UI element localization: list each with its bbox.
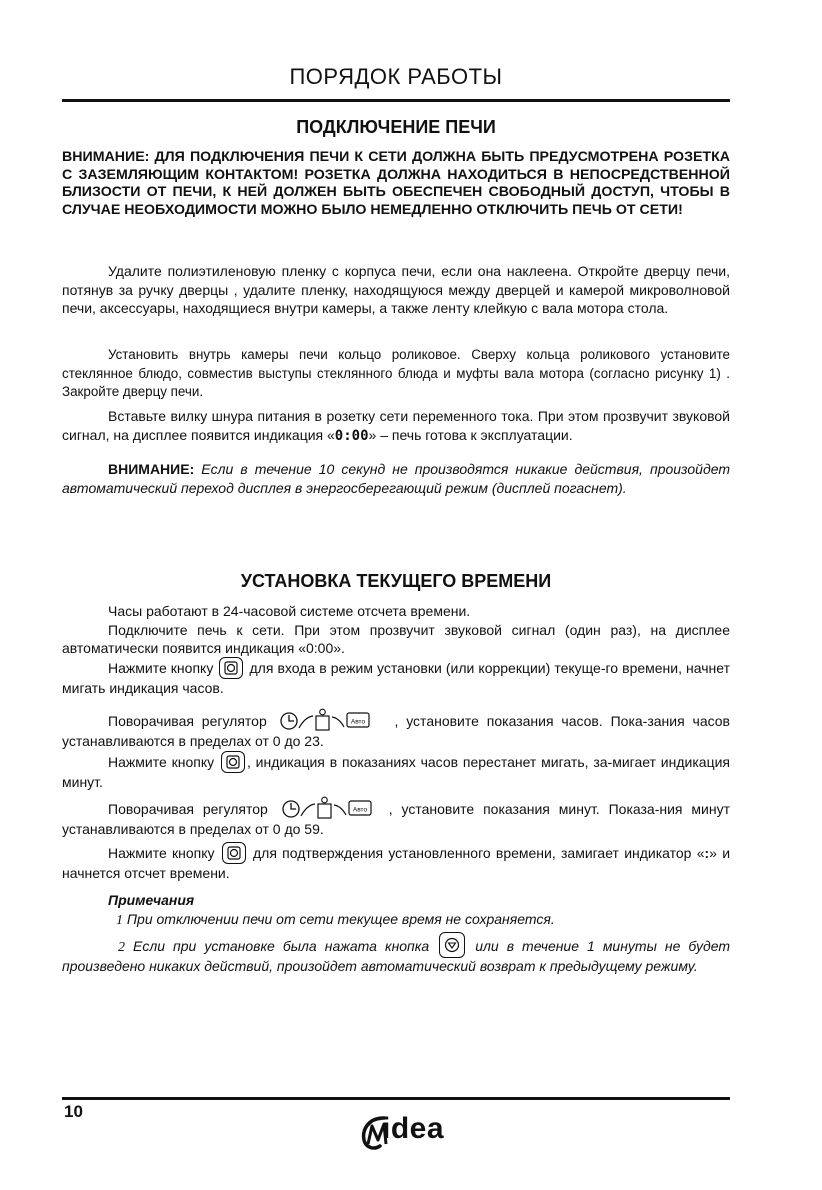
- paragraph-remove-film: Удалите полиэтиленовую пленку с корпуса печи, если она наклеена. Откройте дверцу печи, потянув за ручку дверцы , удалите пленку, находящуюся между дверцей и камерой микроволновой печи, аксессуары, находящиеся внутри камеры, а также ленту клейкую с вала мотора стола.: [62, 263, 730, 316]
- step3-text-a: Нажмите кнопку: [108, 754, 215, 770]
- midea-logo: [358, 1110, 470, 1154]
- note-text: Если в течение 10 секунд не производятся никакие действия, произойдет автоматический переход дисплея в энергосберегающий режим (дисплей погаснет).: [62, 461, 730, 496]
- page-title: ПОРЯДОК РАБОТЫ: [289, 64, 503, 89]
- intro-line-2: Подключите печь к сети. При этом прозвучит звуковой сигнал (один раз), на дисплее автоматически появится индикация «0:00».: [62, 621, 730, 656]
- note1-number: 1: [116, 912, 123, 928]
- display-code: 0:00: [334, 427, 369, 444]
- paragraph-24h-intro: [62, 602, 730, 658]
- step2-text-b: , установите показания часов. Пока-зания часов устанавливаются в пределах от 0 до 23.: [62, 713, 730, 749]
- clock-button-icon: [221, 751, 245, 773]
- step1-text-a: Нажмите кнопку: [108, 660, 214, 676]
- auto-label: Авто: [352, 806, 367, 814]
- dial-icon: [281, 796, 385, 820]
- note-2: [62, 932, 730, 975]
- paragraph-install-ring: Установить внутрь камеры печи кольцо роликовое. Сверху кольца роликового установите стеклянное блюдо, совместив выступы стеклянного блюда и муфты вала мотора (согласно рисунку 1) . Закройте дверцу печи.: [62, 347, 730, 399]
- step4-text-b: , установите показания минут. Показа-ния минут устанавливаются в пределах от 0 до 59.: [62, 801, 731, 837]
- brand-name: idea: [382, 1112, 445, 1145]
- step5-text-b: для подтверждения установленного времени, замигает индикатор «: [253, 845, 705, 861]
- step-press-clock-button-again: [62, 751, 730, 792]
- note-label: ВНИМАНИЕ:: [108, 461, 195, 477]
- auto-label: Авто: [350, 718, 365, 726]
- step-turn-dial-minutes: [62, 796, 730, 839]
- step5-text-d: » и начнется отсчет времени.: [62, 845, 731, 881]
- dial-icon: [279, 708, 383, 732]
- plug-in-text-end: » – печь готова к эксплуатации.: [368, 426, 573, 443]
- clock-button-icon: [222, 842, 246, 864]
- section-heading-connection: ПОДКЛЮЧЕНИЕ ПЕЧИ: [296, 117, 496, 137]
- section-heading-clock: УСТАНОВКА ТЕКУЩЕГО ВРЕМЕНИ: [240, 571, 552, 591]
- colon-indicator: :: [704, 845, 710, 861]
- note2-text-b: или в течение 1 минуты не будет произведено никаких действий, произойдет автоматический возврат к предыдущему режиму.: [62, 938, 731, 974]
- step1-text-b: для входа в режим установки (или коррекции) текуще-го времени, начнет мигать индикация часов.: [62, 660, 731, 696]
- plug-in-text: Вставьте вилку шнура питания в розетку сети переменного тока. При этом прозвучит звуковой сигнал, на дисплее появится индикация «: [62, 408, 730, 443]
- safety-warning: ВНИМАНИЕ: ДЛЯ ПОДКЛЮЧЕНИЯ ПЕЧИ К СЕТИ ДОЛЖНА БЫТЬ ПРЕДУСМОТРЕНА РОЗЕТКА С ЗАЗЕМЛЯЮЩИМ КОНТАКТОМ! РОЗЕТКА ДОЛЖНА НАХОДИТЬСЯ В НЕПОСРЕДСТВЕННОЙ БЛИЗОСТИ ОТ ПЕЧИ, К НЕЙ ДОЛЖЕН БЫТЬ ОБЕСПЕЧЕН СВОБОДНЫЙ ДОСТУП, ЧТОБЫ В СЛУЧАЕ НЕОБХОДИМОСТИ МОЖНО БЫЛО НЕМЕДЛЕННО ОТКЛЮЧИТЬ ПЕЧЬ ОТ СЕТИ!: [62, 149, 730, 218]
- stop-button-icon: [439, 932, 465, 958]
- step-confirm-time: [62, 842, 730, 883]
- paragraph-plug-in: [62, 407, 730, 445]
- step-turn-dial-hours: [62, 708, 730, 751]
- note-1: [62, 910, 730, 931]
- page-number: 10: [64, 1102, 83, 1121]
- step4-text-a: Поворачивая регулятор: [108, 801, 268, 817]
- clock-button-icon: [219, 657, 243, 679]
- step3-text-b: , индикация в показаниях часов перестанет мигать, за-мигает индикация минут.: [62, 754, 730, 790]
- note2-text-a: Если при установке была нажата кнопка: [125, 938, 430, 954]
- notes-title: Примечания: [108, 892, 195, 908]
- top-rule: [62, 99, 730, 102]
- notes-block: [62, 891, 730, 930]
- paragraph-energy-save-note: [62, 460, 730, 497]
- step2-text-a: Поворачивая регулятор: [108, 713, 267, 729]
- note2-number: 2: [118, 940, 125, 955]
- step5-text-a: Нажмите кнопку: [108, 845, 215, 861]
- bottom-rule: [62, 1097, 730, 1100]
- intro-line-1: Часы работают в 24-часовой системе отсчета времени.: [108, 603, 471, 619]
- note1-text: При отключении печи от сети текущее время не сохраняется.: [123, 910, 555, 927]
- step-press-clock-button: [62, 657, 730, 698]
